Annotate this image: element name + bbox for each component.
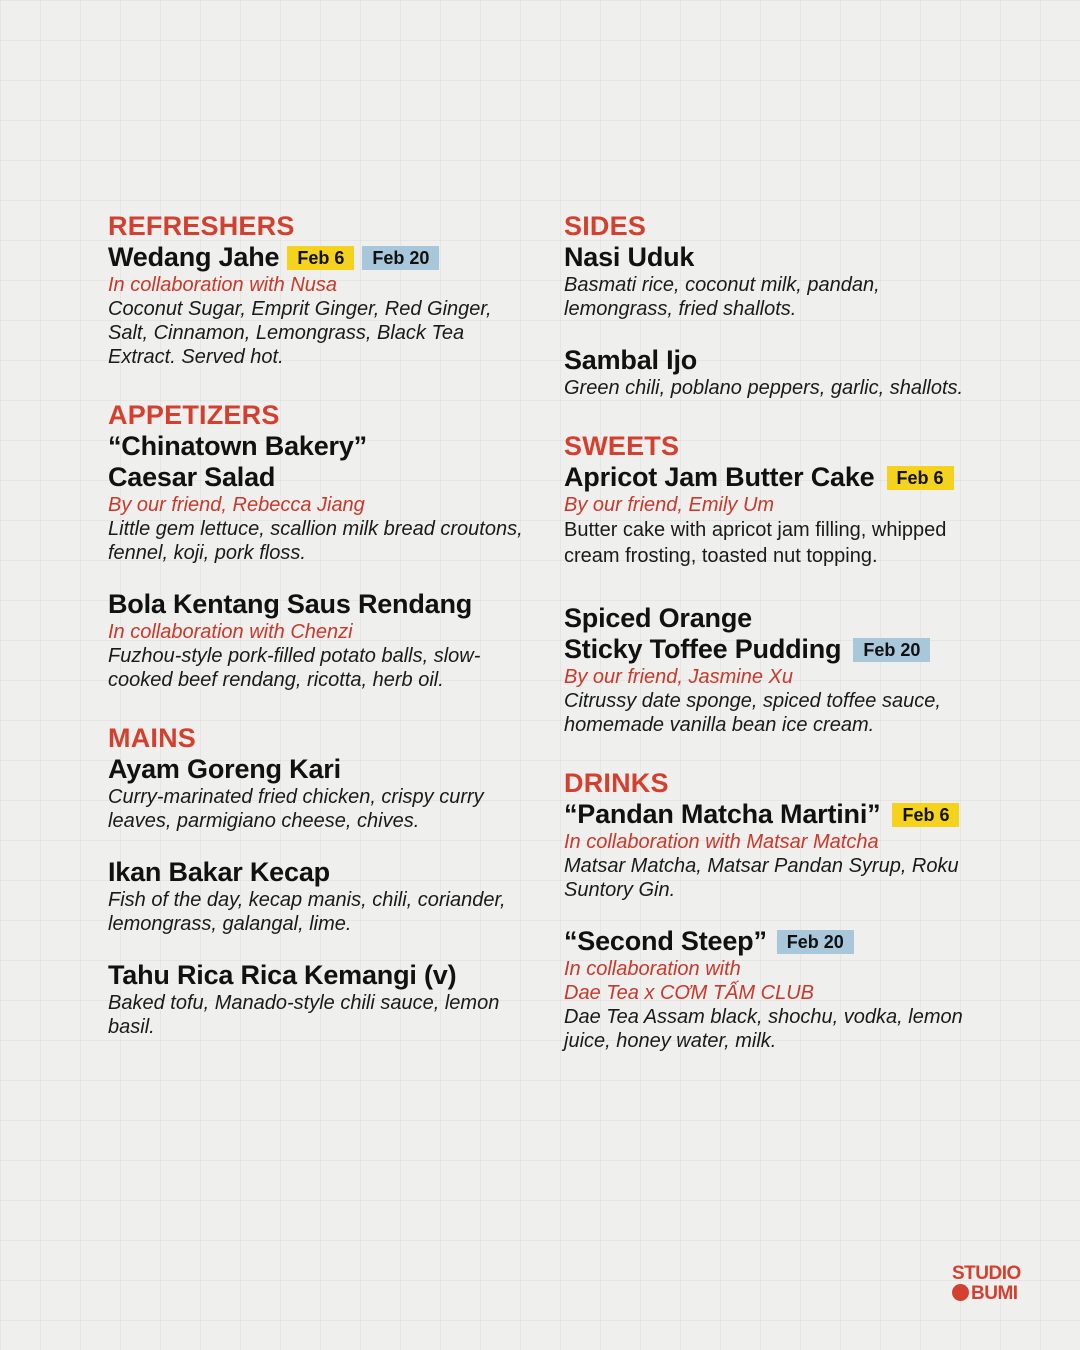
item-name: “Chinatown Bakery” (108, 431, 367, 461)
menu-item (564, 462, 994, 569)
logo-word: BUMI (971, 1283, 1018, 1304)
menu-item (564, 345, 994, 400)
item-credit: In collaboration with Matsar Matcha (564, 831, 879, 853)
item-description: Green chili, poblano peppers, garlic, shallots. (564, 377, 964, 399)
item-description: Little gem lettuce, scallion milk bread croutons, fennel, koji, pork floss. (108, 518, 523, 564)
item-description: Fuzhou-style pork-filled potato balls, slow-cooked beef rendang, ricotta, herb oil. (108, 645, 481, 691)
item-name: “Second Steep” (564, 926, 767, 956)
sweets-section (564, 430, 994, 737)
section-title: REFRESHERS (108, 211, 295, 241)
item-description: Citrussy date sponge, spiced toffee sauce, homemade vanilla bean ice cream. (564, 690, 941, 736)
item-name: Tahu Rica Rica Kemangi (v) (108, 960, 457, 990)
date-badge-feb6: Feb 6 (887, 466, 954, 490)
item-credit: In collaboration with (564, 958, 741, 980)
item-description: Butter cake with apricot jam filling, whipped cream frosting, toasted nut topping. (564, 519, 947, 567)
studio-bumi-logo (952, 1264, 1032, 1306)
item-name: Nasi Uduk (564, 242, 695, 272)
item-name: Wedang Jahe (108, 242, 280, 272)
section-title: SWEETS (564, 431, 680, 461)
item-credit: By our friend, Emily Um (564, 494, 775, 516)
item-name: Sticky Toffee Pudding (564, 634, 842, 664)
item-credit: By our friend, Jasmine Xu (564, 666, 793, 688)
item-name: Sambal Ijo (564, 345, 698, 375)
drinks-section (564, 767, 994, 1053)
item-description: Dae Tea Assam black, shochu, vodka, lemon juice, honey water, milk. (564, 1006, 963, 1052)
date-badge-feb20: Feb 20 (362, 246, 439, 270)
item-credit: In collaboration with Nusa (108, 274, 338, 296)
item-description: Fish of the day, kecap manis, chili, coriander, lemongrass, galangal, lime. (108, 889, 506, 935)
menu-item (108, 754, 528, 833)
item-name-row (564, 634, 994, 665)
menu-item (564, 799, 994, 902)
item-description: Coconut Sugar, Emprit Ginger, Red Ginger, Salt, Cinnamon, Lemongrass, Black Tea Extract. Served hot. (108, 298, 492, 368)
menu-item (108, 857, 528, 936)
left-column (108, 210, 528, 1069)
menu-item (108, 960, 528, 1039)
item-description: Curry-marinated fried chicken, crispy curry leaves, parmigiano cheese, chives. (108, 786, 484, 832)
item-name: Bola Kentang Saus Rendang (108, 589, 473, 619)
mains-section (108, 722, 528, 1039)
item-credit: Dae Tea x CƠM TẤM CLUB (564, 982, 814, 1004)
menu-item (564, 603, 994, 737)
item-name: Apricot Jam Butter Cake (564, 462, 875, 492)
section-title: MAINS (108, 723, 196, 753)
item-description: Basmati rice, coconut milk, pandan, lemongrass, fried shallots. (564, 274, 880, 320)
date-badge-feb6: Feb 6 (287, 246, 354, 270)
menu-item (564, 242, 994, 321)
logo-line-2 (952, 1284, 1032, 1304)
date-badge-feb20: Feb 20 (777, 930, 854, 954)
menu-item (108, 589, 528, 692)
dot-icon (952, 1284, 969, 1301)
section-title: APPETIZERS (108, 400, 280, 430)
menu-item (108, 242, 528, 369)
item-name-row (564, 462, 994, 493)
menu-item (564, 926, 994, 1053)
refreshers-section (108, 210, 528, 369)
logo-line-1: STUDIO (952, 1263, 1021, 1284)
appetizers-section (108, 399, 528, 692)
menu-item (108, 431, 528, 565)
section-title: DRINKS (564, 768, 669, 798)
item-description: Baked tofu, Manado-style chili sauce, lemon basil. (108, 992, 500, 1038)
item-name-row (108, 242, 528, 273)
item-name: “Pandan Matcha Martini” (564, 799, 881, 829)
date-badge-feb6: Feb 6 (892, 803, 959, 827)
date-badge-feb20: Feb 20 (853, 638, 930, 662)
item-name: Caesar Salad (108, 462, 276, 492)
item-name-row (564, 799, 994, 830)
item-name-row (564, 926, 994, 957)
item-name: Spiced Orange (564, 603, 752, 633)
item-name: Ikan Bakar Kecap (108, 857, 330, 887)
section-title: SIDES (564, 211, 647, 241)
item-credit: By our friend, Rebecca Jiang (108, 494, 365, 516)
item-credit: In collaboration with Chenzi (108, 621, 353, 643)
item-description: Matsar Matcha, Matsar Pandan Syrup, Roku Suntory Gin. (564, 855, 959, 901)
item-name: Ayam Goreng Kari (108, 754, 341, 784)
right-column (564, 210, 994, 1083)
sides-section (564, 210, 994, 400)
